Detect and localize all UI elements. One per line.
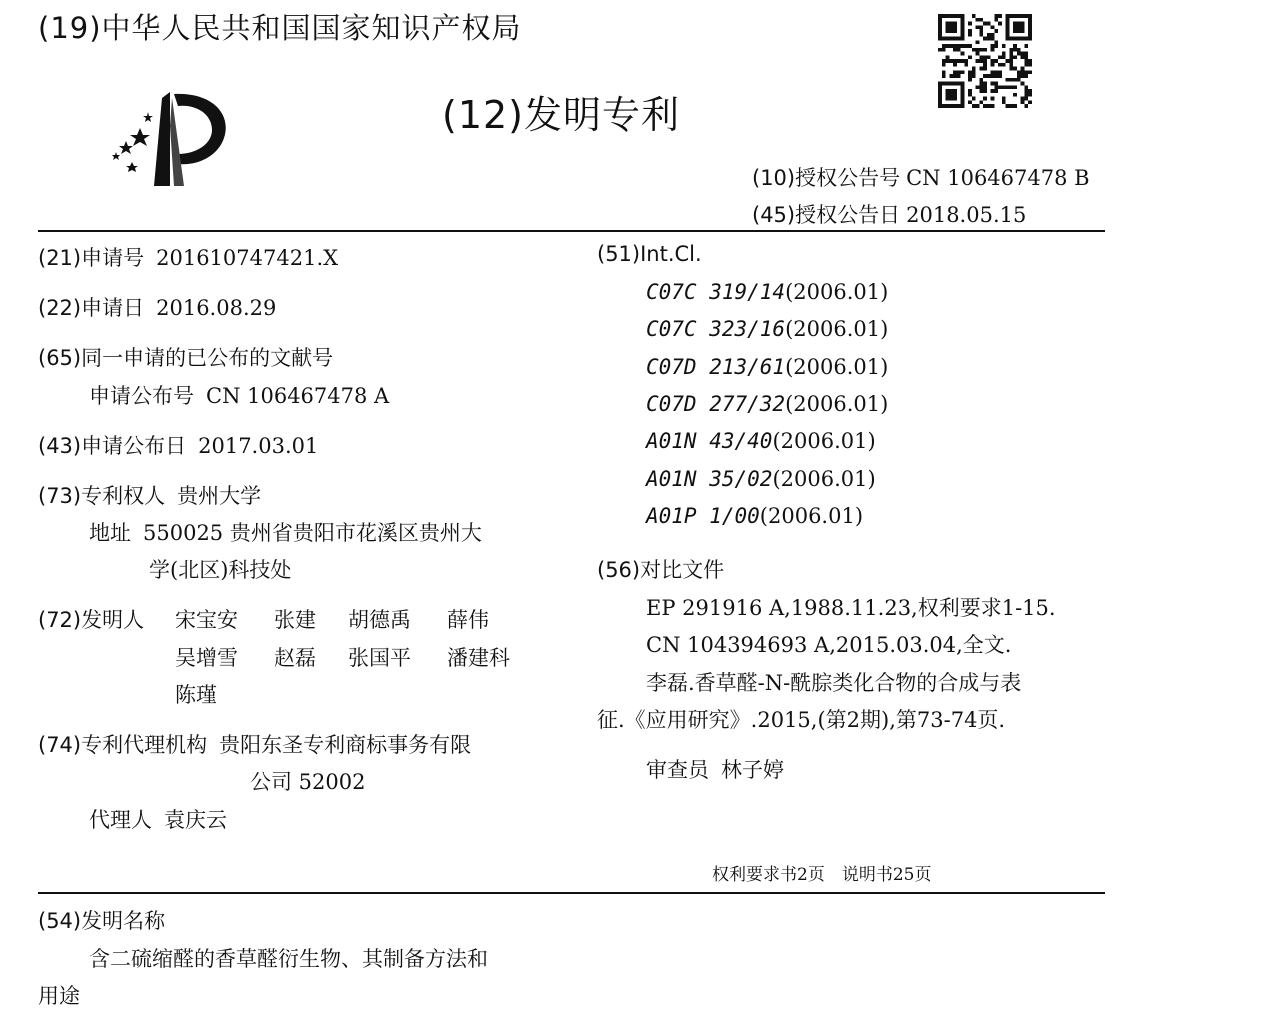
prior-publication-heading: (65)同一申请的已公布的文献号 [38,346,334,370]
inventor-item: 宋宝安 [175,608,238,632]
patent-agency-line2: 公司 52002 [250,770,366,794]
ipc-item [646,467,876,491]
ipc-label: (51)Int.Cl. [597,242,702,266]
reference-line: 征.《应用研究》.2015,(第2期),第73-74页. [597,708,1006,732]
prior-publication-number-value: CN 106467478 A [206,384,390,408]
ipc-version: (2006.01) [785,392,889,416]
prior-publication-date [38,430,318,460]
references-label: (56)对比文件 [597,558,725,582]
ipc-item [646,317,888,341]
ipc-code: C07C 323/16 [646,317,786,341]
examiner-label: 审查员 [646,758,709,782]
patent-agency [38,729,471,759]
grant-pub-date-value: 2018.05.15 [906,203,1027,227]
page-count: 权利要求书2页 说明书25页 [712,865,932,885]
application-number [38,242,338,272]
reference-line: EP 291916 A,1988.11.23,权利要求1-15. [646,596,1056,620]
ipc-code: A01P 1/00 [646,504,760,528]
ipc-item [646,355,888,379]
grant-pub-number-label: (10)授权公告号 [752,166,901,190]
grant-pub-number [752,162,1090,192]
grant-pub-date [752,199,1026,229]
examiner [646,754,784,784]
patent-agent [89,804,227,834]
ipc-version: (2006.01) [772,467,876,491]
ipc-version: (2006.01) [785,280,889,304]
inventor-item: 陈瑾 [175,683,217,707]
patent-agency-line1: 贵阳东圣专利商标事务有限 [219,733,472,757]
owner-address-line2: 学(北区)科技处 [149,558,292,582]
invention-title-line1: 含二硫缩醛的香草醛衍生物、其制备方法和 [89,947,488,971]
reference-line: 李磊.香草醛-N-酰腙类化合物的合成与表 [646,671,1022,695]
prior-publication-date-label: (43)申请公布日 [38,434,187,458]
inventor-item: 胡德禹 [348,608,411,632]
examiner-value: 林子婷 [721,758,784,782]
inventor-item: 吴增雪 [175,646,238,670]
ipc-code: C07D 277/32 [646,392,786,416]
ipc-code: C07C 319/14 [646,280,786,304]
invention-title-label: (54)发明名称 [38,909,166,933]
grant-pub-date-label: (45)授权公告日 [752,203,901,227]
inventor-item: 张国平 [348,646,411,670]
inventor-item: 张建 [274,608,316,632]
application-date-value: 2016.08.29 [156,296,277,320]
inventors-label: (72)发明人 [38,608,145,632]
ipc-item [646,392,888,416]
ipc-item [646,280,888,304]
office-name: (19)中华人民共和国国家知识产权局 [38,11,522,45]
ipc-code: A01N 43/40 [646,429,773,453]
patent-agency-label: (74)专利代理机构 [38,733,208,757]
patent-owner-label: (73)专利权人 [38,484,166,508]
invention-title-line2: 用途 [38,984,80,1008]
bottom-divider [38,892,1105,894]
top-divider [38,230,1105,232]
application-date [38,292,276,322]
patent-owner-value: 贵州大学 [177,484,262,508]
ipc-version: (2006.01) [759,504,864,528]
document-type: (12)发明专利 [442,93,681,137]
patent-agent-label: 代理人 [89,808,152,832]
prior-publication-date-value: 2017.03.01 [198,434,319,458]
owner-address-label: 地址 [89,521,131,545]
ipc-item [646,429,876,453]
prior-publication-number [89,380,389,410]
application-date-label: (22)申请日 [38,296,145,320]
inventor-item: 薛伟 [447,608,489,632]
ipc-version: (2006.01) [785,355,889,379]
owner-address-line1: 550025 贵州省贵阳市花溪区贵州大 [143,521,482,545]
prior-publication-number-label: 申请公布号 [89,384,194,408]
owner-address [89,517,482,547]
ipc-code: A01N 35/02 [646,467,773,491]
patent-owner [38,480,261,510]
cnipa-logo-icon [104,86,234,192]
ipc-version: (2006.01) [785,317,889,341]
inventor-item: 潘建科 [447,646,510,670]
application-number-label: (21)申请号 [38,246,145,270]
patent-agent-value: 袁庆云 [164,808,227,832]
application-number-value: 201610747421.X [156,246,339,270]
ipc-item [646,504,863,528]
ipc-version: (2006.01) [772,429,876,453]
inventor-item: 赵磊 [274,646,316,670]
reference-line: CN 104394693 A,2015.03.04,全文. [646,633,1012,657]
ipc-code: C07D 213/61 [646,355,786,379]
grant-pub-number-value: CN 106467478 B [906,166,1090,190]
qr-code-icon [938,14,1032,108]
